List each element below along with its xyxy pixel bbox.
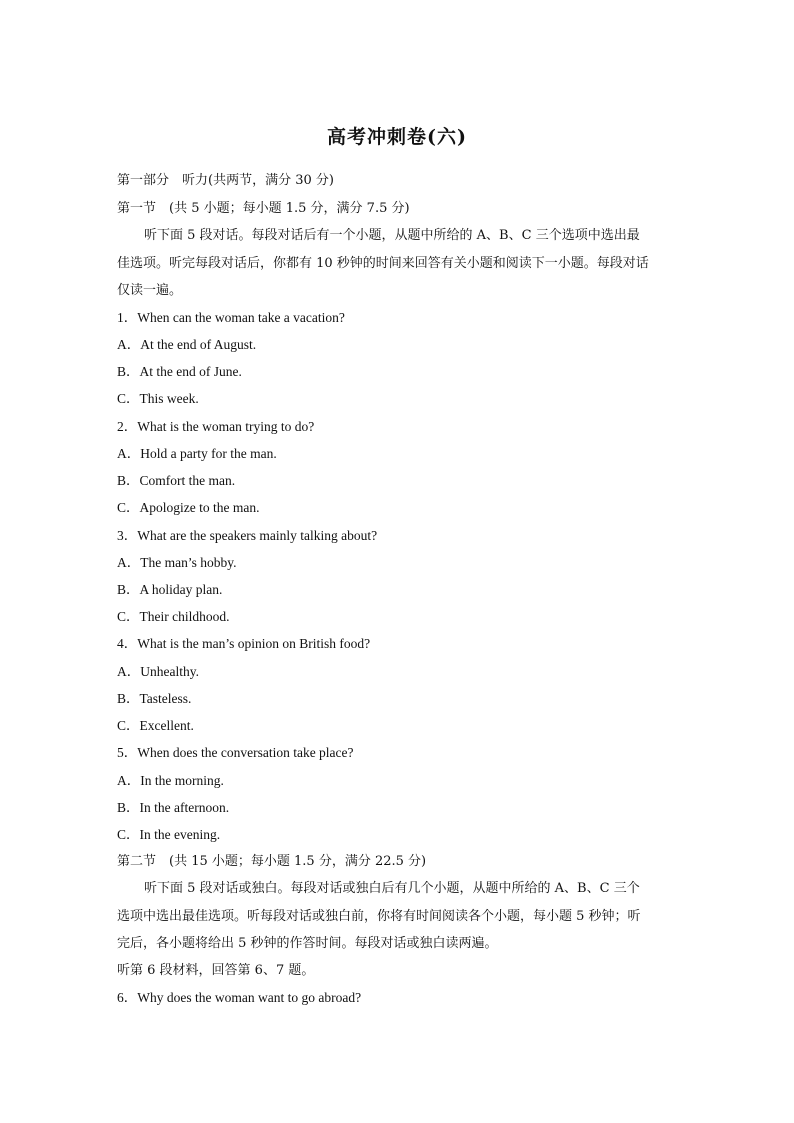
question-4: 4．What is the man’s opinion on British food? (117, 636, 371, 651)
section2-heading: 第二节 (共 15 小题；每小题 1.5 分，满分 22.5 分) (117, 854, 427, 869)
q1-option-a: A．At the end of August. (117, 337, 257, 352)
q5-option-a: A．In the morning. (117, 773, 224, 788)
section2-instructions-line3: 完后，各小题将给出 5 秒钟的作答时间。每段对话或独白读两遍。 (117, 936, 498, 951)
q3-option-b: B．A holiday plan. (117, 582, 223, 597)
q4-option-a: A．Unhealthy. (117, 664, 199, 679)
page-title: 高考冲刺卷(六) (327, 126, 467, 148)
section1-instructions-line1: 听下面 5 段对话。每段对话后有一个小题，从题中所给的 A、B、C 三个选项中选出最 (144, 228, 640, 243)
question-2: 2．What is the woman trying to do? (117, 419, 315, 434)
q1-option-b: B．At the end of June. (117, 364, 242, 379)
section2-instructions-line2: 选项中选出最佳选项。听每段对话或独白前，你将有时间阅读各个小题，每小题 5 秒钟；听 (117, 909, 641, 924)
q5-option-c: C．In the evening. (117, 827, 221, 842)
q2-option-b: B．Comfort the man. (117, 473, 236, 488)
q3-option-c: C．Their childhood. (117, 609, 230, 624)
question-1: 1．When can the woman take a vacation? (117, 310, 345, 325)
question-5: 5．When does the conversation take place? (117, 745, 354, 760)
question-3: 3．What are the speakers mainly talking about? (117, 528, 378, 543)
q4-option-b: B．Tasteless. (117, 691, 192, 706)
material-intro: 听第 6 段材料，回答第 6、7 题。 (117, 963, 315, 978)
q5-option-b: B．In the afternoon. (117, 800, 230, 815)
q2-option-c: C．Apologize to the man. (117, 500, 260, 515)
question-6: 6．Why does the woman want to go abroad? (117, 990, 362, 1005)
section1-instructions-line3: 仅读一遍。 (117, 283, 183, 298)
q1-option-c: C．This week. (117, 391, 199, 406)
q4-option-c: C．Excellent. (117, 718, 194, 733)
section1-heading: 第一节 (共 5 小题；每小题 1.5 分，满分 7.5 分) (117, 201, 410, 216)
part-heading: 第一部分 听力(共两节，满分 30 分) (117, 173, 334, 188)
section1-instructions-line2: 佳选项。听完每段对话后，你都有 10 秒钟的时间来回答有关小题和阅读下一小题。每段对话 (117, 256, 649, 271)
section2-instructions-line1: 听下面 5 段对话或独白。每段对话或独白后有几个小题，从题中所给的 A、B、C 三个 (144, 881, 640, 896)
q3-option-a: A．The man’s hobby. (117, 555, 237, 570)
q2-option-a: A．Hold a party for the man. (117, 446, 277, 461)
